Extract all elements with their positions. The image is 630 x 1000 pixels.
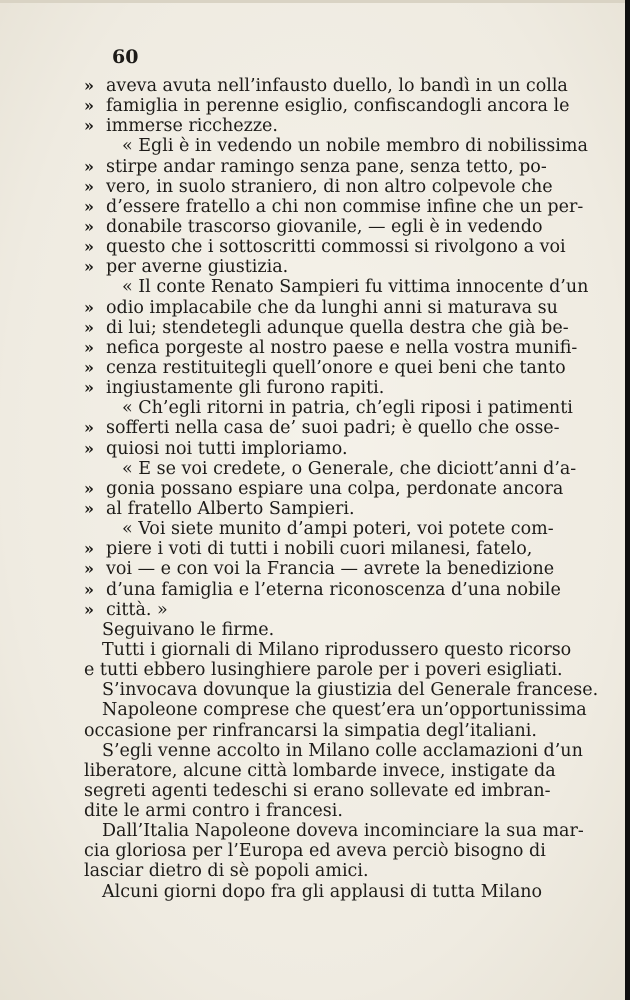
text-line bbox=[84, 741, 587, 761]
text-line bbox=[84, 680, 599, 701]
line-text: di lui; stendetegli adunque quella destra che già be- bbox=[106, 317, 569, 338]
line-text: « E se voi credete, o Generale, che diciott’anni d’a- bbox=[122, 458, 577, 479]
quote-mark: » bbox=[84, 337, 94, 357]
text-line bbox=[84, 479, 587, 499]
quote-mark: » bbox=[84, 357, 94, 377]
quote-mark: » bbox=[84, 579, 94, 599]
line-text: gonia possano espiare una colpa, perdonate ancora bbox=[106, 478, 564, 499]
line-text: Dall’Italia Napoleone doveva incominciare la sua mar- bbox=[102, 821, 584, 842]
line-text: per averne giustizia. bbox=[106, 257, 289, 278]
text-line bbox=[84, 761, 587, 781]
line-text: stirpe andar ramingo senza pane, senza tetto, po- bbox=[106, 156, 547, 177]
line-text: d’una famiglia e l’eterna riconoscenza d’una nobile bbox=[106, 579, 561, 600]
line-text: « Il conte Renato Sampieri fu vittima innocente d’un bbox=[122, 277, 589, 298]
line-text: questo che i sottoscritti commossi si rivolgono a voi bbox=[106, 237, 566, 258]
text-line bbox=[84, 378, 587, 398]
text-line bbox=[84, 177, 587, 197]
text-line bbox=[84, 640, 587, 660]
text-line bbox=[84, 841, 587, 861]
text-line bbox=[84, 157, 587, 177]
line-text: quiosi noi tutti imploriamo. bbox=[106, 438, 348, 459]
text-line bbox=[84, 580, 587, 600]
text-line bbox=[84, 882, 587, 902]
text-line bbox=[84, 76, 587, 96]
text-line bbox=[84, 439, 587, 459]
text-line bbox=[84, 660, 587, 680]
line-text: al fratello Alberto Sampieri. bbox=[106, 498, 355, 519]
text-line bbox=[84, 217, 587, 237]
quote-mark: » bbox=[84, 418, 94, 438]
line-text: dite le armi contro i francesi. bbox=[84, 801, 343, 822]
quote-mark: » bbox=[84, 378, 94, 398]
quote-mark: » bbox=[84, 237, 94, 257]
text-line bbox=[84, 700, 587, 720]
quote-mark: » bbox=[84, 216, 94, 236]
line-text: occasione per rinfrancarsi la simpatia degl’italiani. bbox=[84, 720, 537, 741]
quote-mark: » bbox=[84, 539, 94, 559]
line-text: S’egli venne accolto in Milano colle acclamazioni d’un bbox=[102, 740, 583, 761]
quote-mark: » bbox=[84, 478, 94, 498]
text-line bbox=[84, 559, 587, 579]
text-line bbox=[84, 781, 587, 801]
line-text: cia gloriosa per l’Europa ed aveva perciò bisogno di bbox=[84, 841, 546, 862]
text-line bbox=[84, 861, 587, 881]
text-line bbox=[84, 600, 587, 620]
line-text: ingiustamente gli furono rapiti. bbox=[106, 378, 385, 399]
line-text: « Egli è in vedendo un nobile membro di nobilissima bbox=[122, 136, 588, 157]
line-text: liberatore, alcune città lombarde invece, instigate da bbox=[84, 760, 556, 781]
text-line bbox=[84, 96, 587, 116]
line-text: aveva avuta nell’infausto duello, lo bandì in un colla bbox=[106, 76, 568, 96]
line-text: sofferti nella casa de’ suoi padri; è quello che osse- bbox=[106, 418, 560, 439]
page-number: 60 bbox=[112, 46, 139, 68]
line-text: d’essere fratello a chi non commise infine che un per- bbox=[106, 196, 584, 217]
line-text: « Ch’egli ritorni in patria, ch’egli riposi i patimenti bbox=[122, 398, 573, 419]
line-text: Alcuni giorni dopo fra gli applausi di tutta Milano bbox=[102, 881, 543, 902]
text-line bbox=[84, 338, 587, 358]
line-text: vero, in suolo straniero, di non altro colpevole che bbox=[106, 176, 553, 197]
quote-mark: » bbox=[84, 156, 94, 176]
line-text: « Voi siete munito d’ampi poteri, voi potete com- bbox=[122, 519, 554, 540]
page-top-shadow bbox=[0, 0, 630, 3]
text-line bbox=[84, 418, 587, 438]
text-line bbox=[84, 237, 587, 257]
text-line bbox=[84, 539, 587, 559]
line-text: piere i voti di tutti i nobili cuori milanesi, fatelo, bbox=[106, 539, 533, 560]
line-text: nefica porgeste al nostro paese e nella vostra munifi- bbox=[106, 337, 578, 358]
quote-mark: » bbox=[84, 96, 94, 116]
line-text: città. » bbox=[106, 599, 168, 620]
text-line bbox=[84, 721, 587, 741]
line-text: immerse ricchezze. bbox=[106, 116, 278, 137]
line-text: S’invocava dovunque la giustizia del Generale francese. bbox=[102, 680, 599, 701]
line-text: Seguivano le firme. bbox=[102, 619, 275, 640]
quote-mark: » bbox=[84, 599, 94, 619]
text-line bbox=[84, 801, 587, 821]
quote-mark: » bbox=[84, 76, 94, 95]
line-text: segreti agenti tedeschi si erano sollevate ed imbran- bbox=[84, 780, 551, 801]
text-line bbox=[84, 519, 587, 539]
line-text: famiglia in perenne esiglio, confiscandogli ancora le bbox=[106, 96, 570, 117]
text-line bbox=[84, 116, 587, 136]
quote-mark: » bbox=[84, 257, 94, 277]
line-text: e tutti ebbero lusinghiere parole per i poveri esigliati. bbox=[84, 660, 563, 681]
quote-mark: » bbox=[84, 317, 94, 337]
text-line bbox=[84, 398, 587, 418]
page-text bbox=[84, 76, 599, 902]
quote-mark: » bbox=[84, 116, 94, 136]
quote-mark: » bbox=[84, 176, 94, 196]
text-line bbox=[84, 136, 587, 156]
line-text: cenza restituitegli quell’onore e quei beni che tanto bbox=[106, 357, 566, 378]
quote-mark: » bbox=[84, 498, 94, 518]
text-line bbox=[84, 298, 587, 318]
line-text: voi — e con voi la Francia — avrete la benedizione bbox=[106, 559, 555, 580]
text-line bbox=[84, 821, 587, 841]
text-line bbox=[84, 358, 587, 378]
line-text: donabile trascorso giovanile, — egli è in vedendo bbox=[106, 216, 543, 237]
text-line bbox=[84, 499, 587, 519]
line-text: odio implacabile che da lunghi anni si maturava su bbox=[106, 297, 558, 318]
line-text: Tutti i giornali di Milano riprodussero questo ricorso bbox=[102, 639, 572, 660]
text-line bbox=[84, 459, 587, 479]
text-line bbox=[84, 257, 587, 277]
quote-mark: » bbox=[84, 196, 94, 216]
text-line bbox=[84, 197, 587, 217]
page-edge-shadow bbox=[625, 0, 630, 1000]
text-line bbox=[84, 318, 587, 338]
quote-mark: » bbox=[84, 297, 94, 317]
quote-mark: » bbox=[84, 438, 94, 458]
text-line bbox=[84, 620, 587, 640]
text-line bbox=[84, 277, 587, 297]
quote-mark: » bbox=[84, 559, 94, 579]
line-text: lasciar dietro di sè popoli amici. bbox=[84, 861, 369, 882]
line-text: Napoleone comprese che quest’era un’opportunissima bbox=[102, 700, 587, 721]
